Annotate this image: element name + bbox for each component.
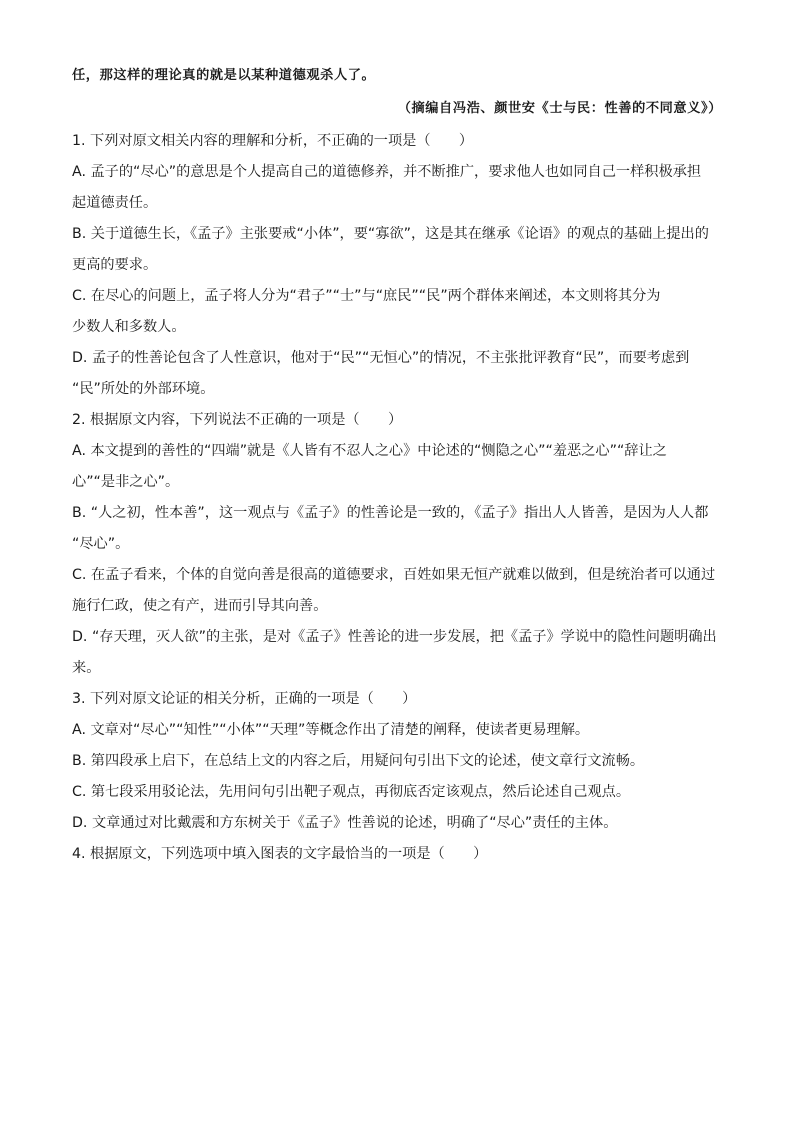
question-2-option-c-cont: 施行仁政，使之有产，进而引导其向善。: [72, 598, 328, 614]
question-1-option-b-cont: 更高的要求。: [72, 257, 158, 273]
question-1-option-d: D. 孟子的性善论包含了人性意识，他对于“民”“无恒心”的情况，不主张批评教育“民”，而要考虑到: [72, 350, 690, 366]
question-3-option-d: D. 文章通过对比戴震和方东树关于《孟子》性善说的论述，明确了“尽心”责任的主体。: [72, 815, 618, 831]
question-4-stem: 4. 根据原文，下列选项中填入图表的文字最恰当的一项是（ ）: [72, 846, 488, 862]
source-citation: （摘编自冯浩、颜世安《士与民：性善的不同意义》）: [397, 101, 722, 116]
question-3-option-b: B. 第四段承上启下，在总结上文的内容之后，用疑问句引出下文的论述，使文章行文流畅。: [72, 753, 645, 769]
question-2-option-b: B. “人之初，性本善”，这一观点与《孟子》的性善论是一致的，《孟子》指出人人皆善，是因为人人都: [72, 505, 709, 521]
passage-last-line: 任，那这样的理论真的就是以某种道德观杀人了。: [72, 68, 376, 83]
question-1-stem: 1. 下列对原文相关内容的理解和分析，不正确的一项是（ ）: [72, 133, 474, 149]
question-2-stem: 2. 根据原文内容，下列说法不正确的一项是（ ）: [72, 412, 403, 428]
question-2-option-d-cont: 来。: [72, 660, 101, 676]
question-2-option-d: D. “存天理，灭人欲”的主张，是对《孟子》性善论的进一步发展，把《孟子》学说中的隐性问题明确出: [72, 629, 717, 645]
question-2-option-c: C. 在孟子看来，个体的自觉向善是很高的道德要求，百姓如果无恒产就难以做到，但是统治者可以通过: [72, 567, 716, 583]
question-3-option-a: A. 文章对“尽心”“知性”“小体”“天理”等概念作出了清楚的阐释，使读者更易理解。: [72, 722, 590, 738]
question-1-option-c: C. 在尽心的问题上，孟子将人分为“君子”“士”与“庶民”“民”两个群体来阐述，本文则将其分为: [72, 288, 661, 304]
question-2-option-a-cont: 心”“是非之心”。: [72, 474, 180, 490]
question-1-option-b: B. 关于道德生长，《孟子》主张要戒“小体”，要“寡欲”，这是其在继承《论语》的观点的基础上提出的: [72, 226, 709, 242]
question-3-option-c: C. 第七段采用驳论法，先用问句引出靶子观点，再彻底否定该观点，然后论述自己观点。: [72, 784, 631, 800]
question-3-stem: 3. 下列对原文论证的相关分析，正确的一项是（ ）: [72, 691, 417, 707]
question-2-option-b-cont: “尽心”。: [72, 536, 130, 552]
question-1-option-a: A. 孟子的“尽心”的意思是个人提高自己的道德修养，并不断推广，要求他人也如同自己一样积极承担: [72, 164, 702, 180]
question-2-option-a: A. 本文提到的善性的“四端”就是《人皆有不忍人之心》中论述的“恻隐之心”“羞恶之心”“辞让之: [72, 443, 667, 459]
question-1-option-a-cont: 起道德责任。: [72, 195, 158, 211]
question-1-option-d-cont: “民”所处的外部环境。: [72, 381, 215, 397]
question-1-option-c-cont: 少数人和多数人。: [72, 319, 186, 335]
